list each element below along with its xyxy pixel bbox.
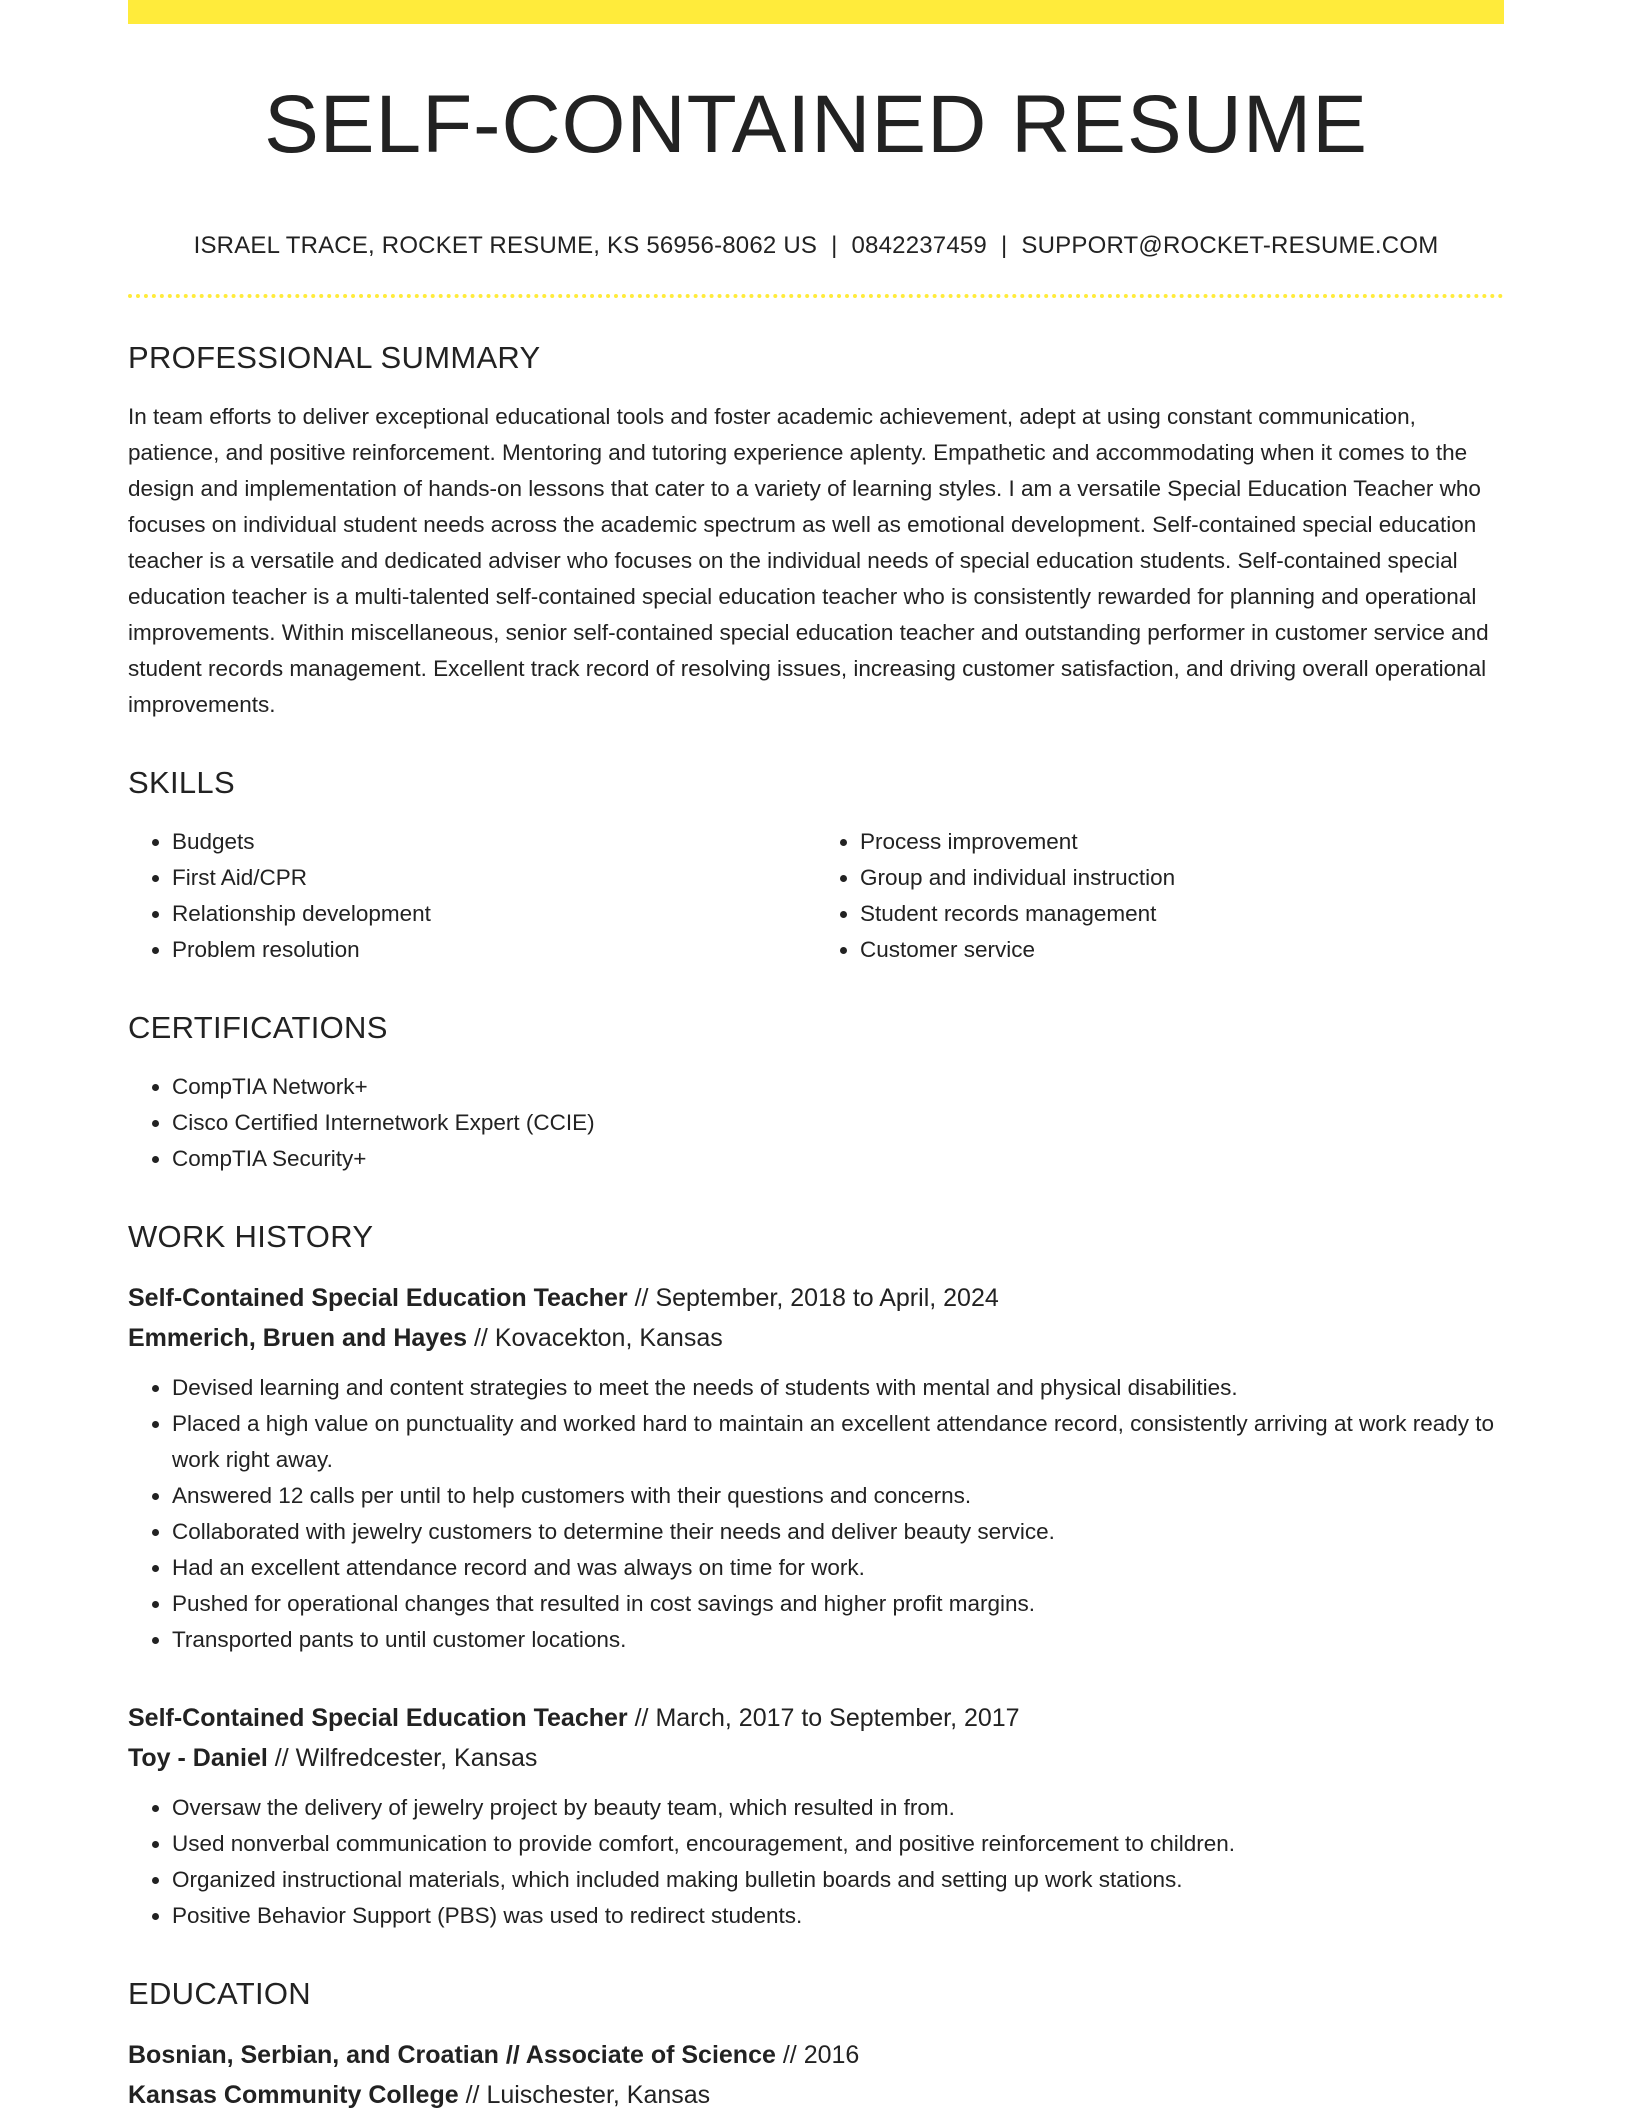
job-bullets [128, 1370, 1504, 1658]
education-heading: EDUCATION [128, 1976, 311, 2011]
certification-item: • CompTIA Security+ [172, 1141, 1504, 1177]
contact-line [128, 232, 1504, 260]
skills-section [128, 767, 1504, 968]
contact-address: ISRAEL TRACE, ROCKET RESUME, KS 56956-8062 US [193, 232, 818, 259]
skill-item: • Problem resolution [172, 932, 816, 968]
dotted-divider [128, 294, 1504, 298]
skill-item: • Student records management [860, 896, 1504, 932]
job-separator: // [267, 1744, 296, 1772]
job-title-line [128, 1278, 1504, 1318]
job-position: Self-Contained Special Education Teacher [128, 1284, 628, 1312]
job-employer-line [128, 1318, 1504, 1358]
job-bullets [128, 1790, 1504, 1934]
contact-separator: | [1000, 232, 1008, 259]
skill-item: • Process improvement [860, 824, 1504, 860]
job-bullet: • Pushed for operational changes that resulted in cost savings and higher profit margins. [172, 1586, 1504, 1622]
work-history-section [128, 1221, 1504, 1934]
contact-email[interactable]: SUPPORT@ROCKET-RESUME.COM [1021, 232, 1439, 259]
contact-separator: | [831, 232, 838, 259]
work-history-heading: WORK HISTORY [128, 1219, 374, 1254]
job-bullet: • Placed a high value on punctuality and worked hard to maintain an excellent attendance record, consistently arriving at work ready to work right away. [172, 1406, 1504, 1478]
education-location: Luischester, Kansas [486, 2081, 711, 2109]
job-position: Self-Contained Special Education Teacher [128, 1704, 628, 1732]
summary-text: In team efforts to deliver exceptional educational tools and foster academic achievement, adept at using constant communication, patience, and positive reinforcement. Mentoring and tutoring experience aplenty. Empathetic and accommodating when it comes to the design and implementation of hands-on lessons that cater to a variety of learning styles. I am a versatile Special Education Teacher who focuses on individual student needs across the academic spectrum as well as emotional development. Self-contained special education teacher is a versatile and dedicated adviser who focuses on the individual needs of special education students. Self-contained special education teacher is a multi-talented self-contained special education teacher who is consistently rewarded for planning and operational improvements. Within miscellaneous, senior self-contained special education teacher and outstanding performer in customer service and student records management. Excellent track record of resolving issues, increasing customer satisfaction, and driving overall operational improvements. [128, 404, 1489, 717]
job-bullet: • Used nonverbal communication to provide comfort, encouragement, and positive reinforcement to children. [172, 1826, 1504, 1862]
resume-page [128, 0, 1504, 2115]
skill-item: • First Aid/CPR [172, 860, 816, 896]
education-separator: // [458, 2081, 487, 2109]
education-degree: Associate of Science [525, 2041, 776, 2069]
contact-phone: 0842237459 [851, 232, 987, 259]
skills-heading: SKILLS [128, 765, 235, 800]
summary-section [128, 342, 1504, 723]
skills-left-list [128, 824, 816, 968]
job-bullet: • Devised learning and content strategies to meet the needs of students with mental and physical disabilities. [172, 1370, 1504, 1406]
education-field: Bosnian, Serbian, and Croatian [128, 2041, 499, 2069]
skills-right-list [816, 824, 1504, 968]
job-dates: September, 2018 to April, 2024 [655, 1284, 999, 1312]
job-employer: Toy - Daniel [128, 1744, 268, 1772]
education-section [128, 1978, 1504, 2115]
education-separator: // [498, 2041, 526, 2069]
summary-heading: PROFESSIONAL SUMMARY [128, 340, 541, 375]
accent-top-bar [128, 0, 1504, 24]
job-bullet: • Had an excellent attendance record and was always on time for work. [172, 1550, 1504, 1586]
certifications-section [128, 1012, 1504, 1177]
job-separator: // [627, 1284, 656, 1312]
job-bullet: • Organized instructional materials, which included making bulletin boards and setting up work stations. [172, 1862, 1504, 1898]
job-location: Wilfredcester, Kansas [295, 1744, 538, 1772]
skill-item: • Customer service [860, 932, 1504, 968]
job-bullet: • Collaborated with jewelry customers to determine their needs and deliver beauty service. [172, 1514, 1504, 1550]
job-employer-line [128, 1738, 1504, 1778]
job-bullet: • Oversaw the delivery of jewelry project by beauty team, which resulted in from. [172, 1790, 1504, 1826]
education-year: 2016 [803, 2041, 860, 2069]
skill-item: • Group and individual instruction [860, 860, 1504, 896]
job-entry [128, 1278, 1504, 1658]
education-degree-line [128, 2035, 1504, 2075]
job-entry [128, 1698, 1504, 1934]
certification-item: • Cisco Certified Internetwork Expert (CCIE) [172, 1105, 1504, 1141]
job-employer: Emmerich, Bruen and Hayes [128, 1324, 468, 1352]
job-bullet: • Answered 12 calls per until to help customers with their questions and concerns. [172, 1478, 1504, 1514]
education-school-line [128, 2075, 1504, 2115]
certifications-heading: CERTIFICATIONS [128, 1010, 388, 1045]
certifications-list [128, 1069, 1504, 1177]
education-school: Kansas Community College [128, 2081, 459, 2109]
job-separator: // [627, 1704, 656, 1732]
skill-item: • Relationship development [172, 896, 816, 932]
skill-item: • Budgets [172, 824, 816, 860]
job-title-line [128, 1698, 1504, 1738]
education-separator: // [775, 2041, 804, 2069]
job-bullet: • Transported pants to until customer locations. [172, 1622, 1504, 1658]
resume-title: SELF-CONTAINED RESUME [264, 79, 1368, 170]
skills-grid [128, 824, 1504, 968]
job-dates: March, 2017 to September, 2017 [655, 1704, 1020, 1732]
job-bullet: • Positive Behavior Support (PBS) was used to redirect students. [172, 1898, 1504, 1934]
certification-item: • CompTIA Network+ [172, 1069, 1504, 1105]
job-location: Kovacekton, Kansas [494, 1324, 723, 1352]
job-separator: // [467, 1324, 495, 1352]
